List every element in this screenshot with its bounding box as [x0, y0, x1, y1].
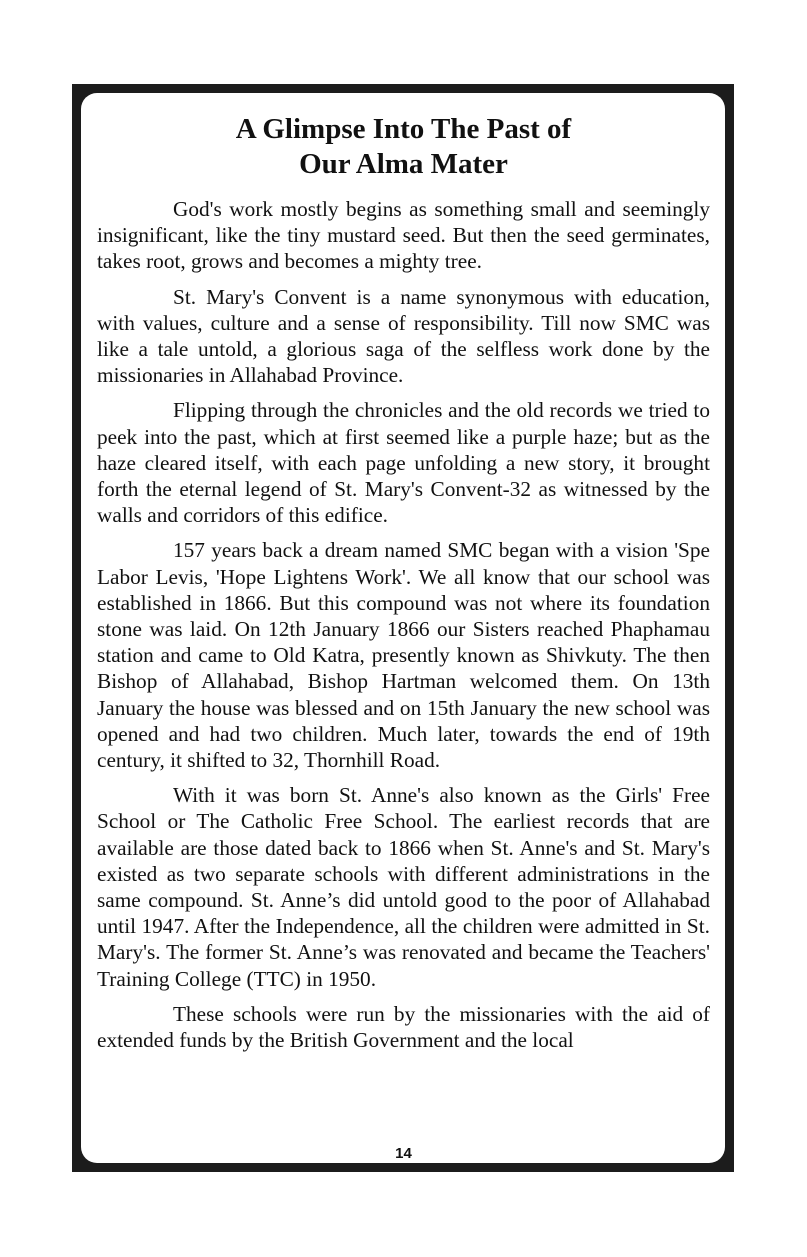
paragraph: 157 years back a dream named SMC began with a vision 'Spe Labor Levis, 'Hope Lightens Work'. We all know that our school was established in 1866. But this compound was not where its foundation stone was laid. On 12th January 1866 our Sisters reached Phaphamau station and came to Old Katra, presently known as Shivkuty. The then Bishop of Allahabad, Bishop Hartman welcomed them. On 13th January the house was blessed and on 15th January the new school was opened and had two children. Much later, towards the end of 19th century, it shifted to 32, Thornhill Road.: [97, 538, 710, 773]
paragraph: Flipping through the chronicles and the old records we tried to peek into the past, which at first seemed like a purple haze; but as the haze cleared itself, with each page unfolding a new story, it brought forth the eternal legend of St. Mary's Convent-32 as witnessed by the walls and corridors of this edifice.: [97, 398, 710, 528]
paragraph: St. Mary's Convent is a name synonymous with education, with values, culture and a sense of responsibility. Till now SMC was like a tale untold, a glorious saga of the selfless work done by the missionaries in Allahabad Province.: [97, 284, 710, 388]
title-line-1: A Glimpse Into The Past of: [235, 113, 572, 145]
article-body: [97, 196, 710, 1062]
paragraph: These schools were run by the missionaries with the aid of extended funds by the British Government and the local: [97, 1001, 710, 1053]
title-line-2: Our Alma Mater: [299, 148, 508, 180]
page-number: 14: [395, 1145, 412, 1162]
paragraph: With it was born St. Anne's also known as the Girls' Free School or The Catholic Free School. The earliest records that are available are those dated back to 1866 when St. Anne's and St. Mary's existed as two separate schools with different administrations in the same compound. St. Anne’s did untold good to the poor of Allahabad until 1947. After the Independence, all the children were admitted in St. Mary's. The former St. Anne’s was renovated and became the Teachers' Training College (TTC) in 1950.: [97, 783, 710, 991]
paragraph: God's work mostly begins as something small and seemingly insignificant, like the tiny mustard seed. But then the seed germinates, takes root, grows and becomes a mighty tree.: [97, 197, 710, 274]
page-title: [0, 112, 807, 182]
